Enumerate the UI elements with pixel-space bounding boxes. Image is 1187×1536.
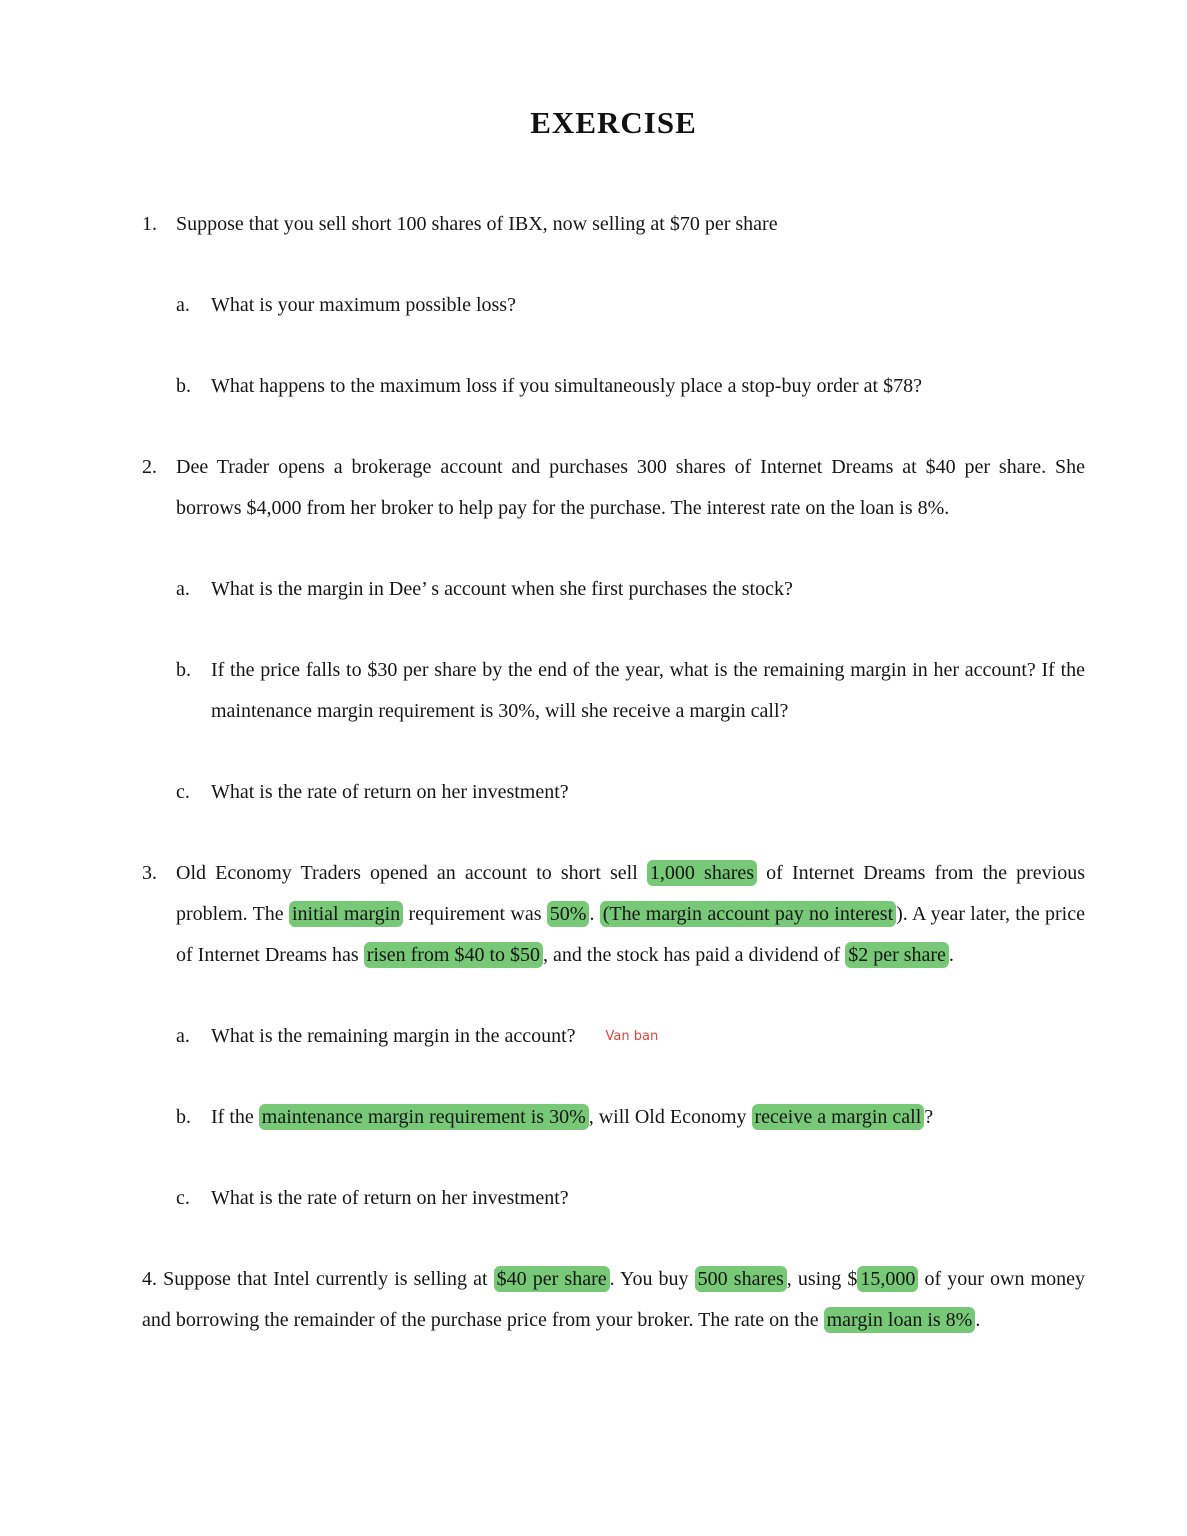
highlighted-text: maintenance margin requirement is 30% (259, 1104, 589, 1130)
text-segment: . You buy (609, 1268, 695, 1290)
text-segment: ? (924, 1106, 934, 1128)
highlighted-text: 50% (547, 901, 590, 927)
question-text (176, 853, 1085, 976)
text-segment: . (948, 944, 954, 966)
text-segment: ). A year later, the price of Internet Dreams has (176, 903, 1085, 966)
sub-item (176, 569, 1085, 610)
sub-item-text (211, 650, 1085, 732)
question-number: 2. (142, 456, 157, 478)
sub-item (176, 1016, 1085, 1057)
text-segment: Old Economy Traders opened an account to short sell (176, 862, 647, 884)
highlighted-text: 500 shares (695, 1266, 787, 1292)
highlighted-text: initial margin (289, 901, 403, 927)
sub-item-letter: a. (176, 294, 190, 316)
highlighted-text: receive a margin call (752, 1104, 925, 1130)
text-segment: , using $ (786, 1268, 858, 1290)
sub-item-text (211, 1178, 1085, 1219)
text-segment: What is the remaining margin in the account? (211, 1025, 576, 1047)
text-segment: of Internet Dreams from the previous problem. The (176, 862, 1086, 925)
highlighted-text: 15,000 (857, 1266, 918, 1292)
highlighted-text: $40 per share (494, 1266, 610, 1292)
sub-item-letter: b. (176, 375, 191, 397)
sub-item-letter: a. (176, 1025, 190, 1047)
sub-item (176, 772, 1085, 813)
sub-item-text (211, 285, 1085, 326)
sub-item-letter: c. (176, 781, 190, 803)
sub-item-text (211, 772, 1085, 813)
text-segment: , will Old Economy (588, 1106, 752, 1128)
sub-item (176, 650, 1085, 732)
text-segment: What is the rate of return on her investment? (211, 781, 569, 803)
sub-item (176, 285, 1085, 326)
text-segment: Suppose that you sell short 100 shares of IBX, now selling at $70 per share (176, 213, 778, 235)
question-item (142, 853, 1085, 976)
sub-item (176, 1178, 1085, 1219)
text-segment: What is your maximum possible loss? (211, 294, 516, 316)
sub-item-letter: c. (176, 1187, 190, 1209)
questions (142, 204, 1085, 1341)
question-number: 4. (142, 1268, 164, 1290)
question-item (142, 204, 1085, 245)
sub-item-letter: b. (176, 659, 191, 681)
highlighted-text: 1,000 shares (647, 860, 757, 886)
question-text (176, 447, 1085, 529)
sub-item-letter: b. (176, 1106, 191, 1128)
highlighted-text: (The margin account pay no interest (600, 901, 896, 927)
page-title: EXERCISE (530, 105, 697, 140)
text-segment: . (975, 1309, 981, 1331)
question-item (142, 1259, 1085, 1341)
text-segment: If the (211, 1106, 259, 1128)
question-number: 3. (142, 862, 157, 884)
sub-item (176, 366, 1085, 407)
red-note: Van ban (605, 1029, 659, 1044)
text-segment: , and the stock has paid a dividend of (543, 944, 846, 966)
sub-item (176, 1097, 1085, 1138)
highlighted-text: margin loan is 8% (824, 1307, 976, 1333)
sub-item-text (211, 569, 1085, 610)
text-segment: What is the rate of return on her investment? (211, 1187, 569, 1209)
question-text (176, 204, 1085, 245)
text-segment: Suppose that Intel currently is selling at (163, 1268, 494, 1290)
highlighted-text: $2 per share (845, 942, 949, 968)
highlighted-text: risen from $40 to $50 (364, 942, 543, 968)
text-segment: What happens to the maximum loss if you simultaneously place a stop-buy order at $78? (211, 375, 922, 397)
text-segment: Dee Trader opens a brokerage account and purchases 300 shares of Internet Dreams at $40 per share. She borrows $4,000 from her broker to help pay for the purchase. The interest rate on the loan is 8%. (176, 456, 1085, 519)
question-item (142, 447, 1085, 529)
sub-item-text (211, 1097, 1085, 1138)
text-segment: . (589, 903, 600, 925)
sub-item-text (211, 366, 1085, 407)
question-number: 1. (142, 213, 157, 235)
text-segment: requirement was (403, 903, 547, 925)
text-segment: of your own money and borrowing the remainder of the purchase price from your broker. The rate on the (142, 1268, 1086, 1331)
text-segment: What is the margin in Dee’ s account when she first purchases the stock? (211, 578, 793, 600)
sub-item-text (211, 1016, 1085, 1057)
text-segment: If the price falls to $30 per share by the end of the year, what is the remaining margin in her account? If the maintenance margin requirement is 30%, will she receive a margin call? (211, 659, 1085, 722)
sub-item-letter: a. (176, 578, 190, 600)
